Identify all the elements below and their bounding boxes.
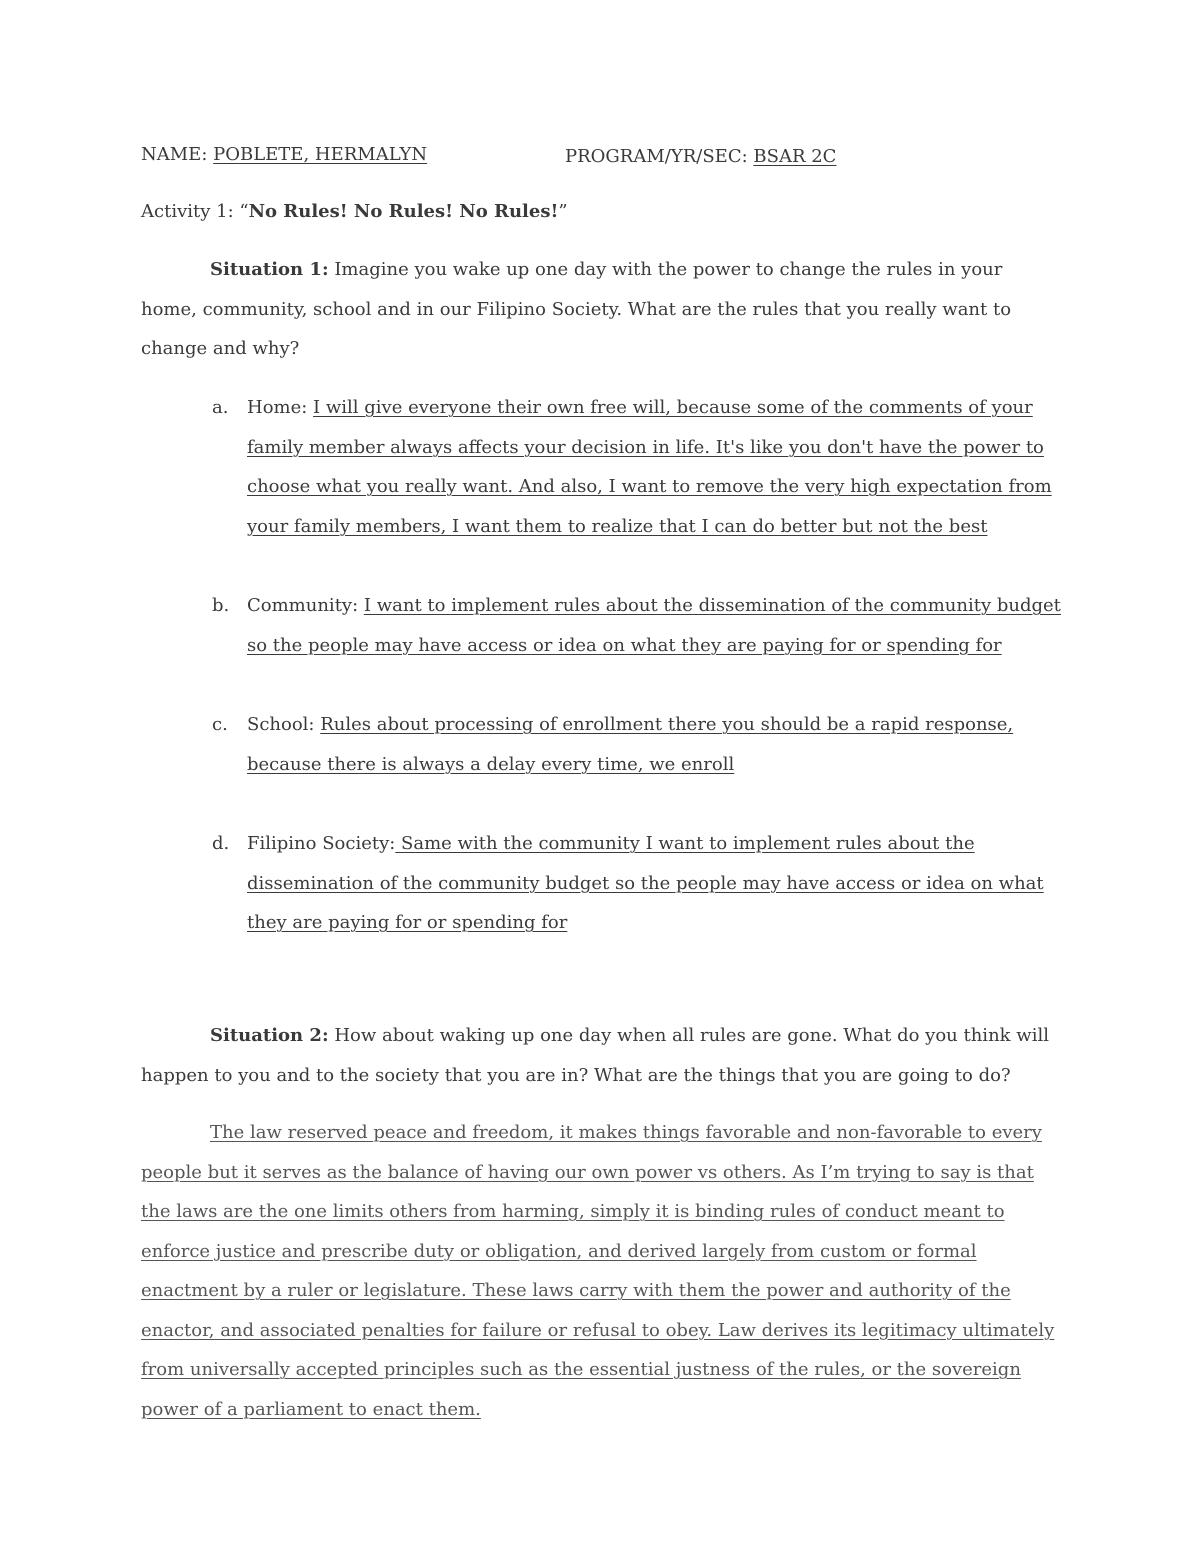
list-item-home xyxy=(212,388,1072,546)
name-line xyxy=(141,146,427,164)
item-label: Filipino Society: xyxy=(247,833,396,854)
list-letter: b. xyxy=(212,595,230,616)
item-answer: Same with the community I want to implement rules about the dissemination of the community budget so the people may have access or idea on what they are paying for or spending for xyxy=(247,833,1044,933)
situation1-paragraph xyxy=(141,250,1061,369)
list-letter: c. xyxy=(212,714,228,735)
item-answer: I want to implement rules about the dissemination of the community budget so the people may have access or idea on what they are paying for or spending for xyxy=(247,595,1061,656)
item-answer: Rules about processing of enrollment there you should be a rapid response, because there is always a delay every time, we enroll xyxy=(247,714,1014,775)
list-item-filipino-society xyxy=(212,824,1072,943)
list-item-community xyxy=(212,586,1072,665)
program-label: PROGRAM/YR/SEC: xyxy=(565,146,754,167)
activity-title xyxy=(141,203,568,221)
program-line xyxy=(565,146,836,167)
situation2-question: How about waking up one day when all rules are gone. What do you think will happen to you and to the society that you are in? What are the things that you are going to do? xyxy=(141,1025,1049,1086)
situation2-paragraph xyxy=(141,1016,1061,1095)
situation2-answer-text: The law reserved peace and freedom, it makes things favorable and non-favorable to every people but it serves as the balance of having our own power vs others. As I’m trying to say is that the laws are the one limits others from harming, simply it is binding rules of conduct meant to enforce justice and prescribe duty or obligation, and derived largely from custom or formal enactment by a ruler or legislature. These laws carry with them the power and authority of the enactor, and associated penalties for failure or refusal to obey. Law derives its legitimacy ultimately from universally accepted principles such as the essential justness of the rules, or the sovereign power of a parliament to enact them. xyxy=(141,1122,1055,1420)
situation2-label: Situation 2: xyxy=(210,1025,329,1046)
activity-suffix: ” xyxy=(558,201,568,222)
item-answer: I will give everyone their own free will, because some of the comments of your family member always affects your decision in life. It's like you don't have the power to choose what you really want. And also, I want to remove the very high expectation from your family members, I want them to realize that I can do better but not the best xyxy=(247,397,1052,537)
list-letter: d. xyxy=(212,833,230,854)
program-value: BSAR 2C xyxy=(753,146,837,167)
activity-name: No Rules! No Rules! No Rules! xyxy=(248,201,559,222)
list-letter: a. xyxy=(212,397,229,418)
situation1-question: Imagine you wake up one day with the power to change the rules in your home, community, school and in our Filipino Society. What are the rules that you really want to change and why? xyxy=(141,259,1012,359)
situation1-label: Situation 1: xyxy=(210,259,329,280)
item-label: Community: xyxy=(247,595,364,616)
name-value: POBLETE, HERMALYN xyxy=(213,144,428,165)
list-item-school xyxy=(212,705,1072,784)
activity-prefix: Activity 1: “ xyxy=(141,201,249,222)
name-label: NAME: xyxy=(141,144,214,165)
item-label: Home: xyxy=(247,397,314,418)
situation2-answer xyxy=(141,1113,1061,1429)
item-label: School: xyxy=(247,714,321,735)
